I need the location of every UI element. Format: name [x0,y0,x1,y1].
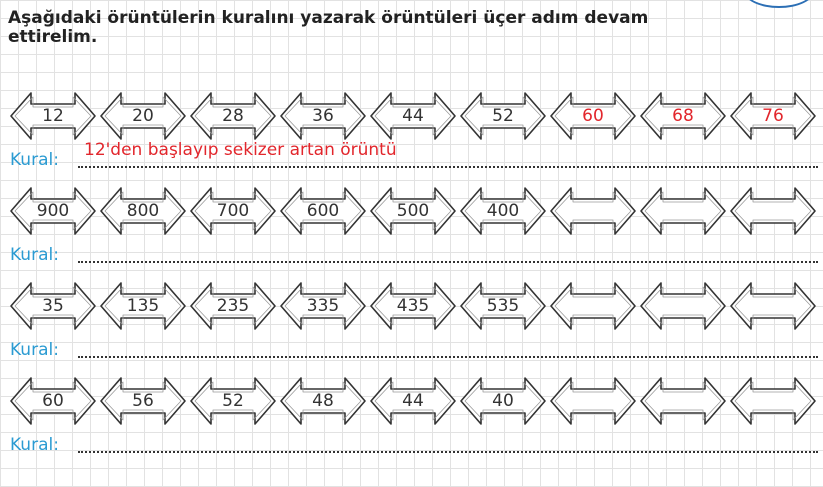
pattern-value: 500 [396,201,430,221]
rule-line[interactable] [8,140,818,171]
pattern-value: 235 [216,296,250,316]
pattern-value: 135 [126,296,160,316]
pattern-cell [729,91,817,141]
dotted-answer-line [78,356,818,358]
pattern-cell [9,91,97,141]
answer-value: 76 [762,106,784,126]
pattern-value: 435 [396,296,430,316]
pattern-cell [369,91,457,141]
pattern-cell [9,186,97,236]
rule-label: Kural: [10,245,59,265]
pattern-cell [279,376,367,426]
pattern-cell [639,91,727,141]
rule-line[interactable] [8,430,818,456]
pattern-cell [459,281,547,331]
dotted-answer-line [78,261,818,263]
pattern-value: 900 [36,201,70,221]
pattern-value: 400 [486,201,520,221]
pattern-cell [459,376,547,426]
pattern-cell [99,376,187,426]
pattern-value [639,186,727,236]
pattern-value: 44 [402,106,424,126]
pattern-cell [189,281,277,331]
rule-label: Kural: [10,150,59,170]
empty-pattern-cell[interactable] [549,281,637,331]
pattern-arrows [0,376,823,426]
pattern-value: 35 [42,296,64,316]
pattern-value: 60 [42,391,64,411]
pattern-arrows [0,281,823,331]
pattern-value [639,376,727,426]
pattern-cell [459,91,547,141]
empty-pattern-cell[interactable] [639,281,727,331]
pattern-value: 56 [132,391,154,411]
pattern-row [0,186,823,284]
pattern-cell [369,376,457,426]
empty-pattern-cell[interactable] [639,186,727,236]
pattern-value: 700 [216,201,250,221]
rule-label: Kural: [10,340,59,360]
pattern-value [549,376,637,426]
pattern-cell [279,186,367,236]
pattern-value: 535 [486,296,520,316]
dotted-answer-line [78,451,818,453]
pattern-value [729,376,817,426]
pattern-cell [369,186,457,236]
pattern-value [639,281,727,331]
empty-pattern-cell[interactable] [729,376,817,426]
pattern-value [729,281,817,331]
pattern-cell [99,91,187,141]
pattern-row [0,376,823,474]
dotted-answer-line [78,166,818,168]
pattern-cell [459,186,547,236]
pattern-value: 20 [132,106,154,126]
rule-label: Kural: [10,435,59,455]
pattern-cell [189,91,277,141]
logo [744,0,814,8]
pattern-cell [549,91,637,141]
pattern-value [729,186,817,236]
pattern-cell [189,376,277,426]
answer-value: 60 [582,106,604,126]
pattern-value: 48 [312,391,334,411]
pattern-cell [9,281,97,331]
pattern-value [549,186,637,236]
pattern-value: 12 [42,106,64,126]
empty-pattern-cell[interactable] [639,376,727,426]
pattern-row [0,281,823,379]
pattern-cell [99,281,187,331]
empty-pattern-cell[interactable] [549,376,637,426]
pattern-arrows [0,91,823,141]
instruction-text: Aşağıdaki örüntülerin kuralını yazarak örüntüleri üçer adım devam ettirelim. [8,8,649,47]
pattern-cell [189,186,277,236]
empty-pattern-cell[interactable] [549,186,637,236]
pattern-cell [369,281,457,331]
pattern-arrows [0,186,823,236]
pattern-value [549,281,637,331]
pattern-value: 600 [306,201,340,221]
pattern-cell [9,376,97,426]
pattern-value: 52 [222,391,244,411]
answer-value: 68 [672,106,694,126]
pattern-cell [99,186,187,236]
pattern-cell [279,91,367,141]
empty-pattern-cell[interactable] [729,281,817,331]
pattern-value: 28 [222,106,244,126]
rule-answer: 12'den başlayıp sekizer artan örüntü [84,140,397,160]
pattern-value: 800 [126,201,160,221]
pattern-value: 44 [402,391,424,411]
pattern-cell [279,281,367,331]
pattern-value: 335 [306,296,340,316]
rule-line[interactable] [8,240,818,266]
pattern-value: 52 [492,106,514,126]
pattern-row [0,91,823,189]
pattern-value: 40 [492,391,514,411]
pattern-value: 36 [312,106,334,126]
empty-pattern-cell[interactable] [729,186,817,236]
rule-line[interactable] [8,335,818,361]
